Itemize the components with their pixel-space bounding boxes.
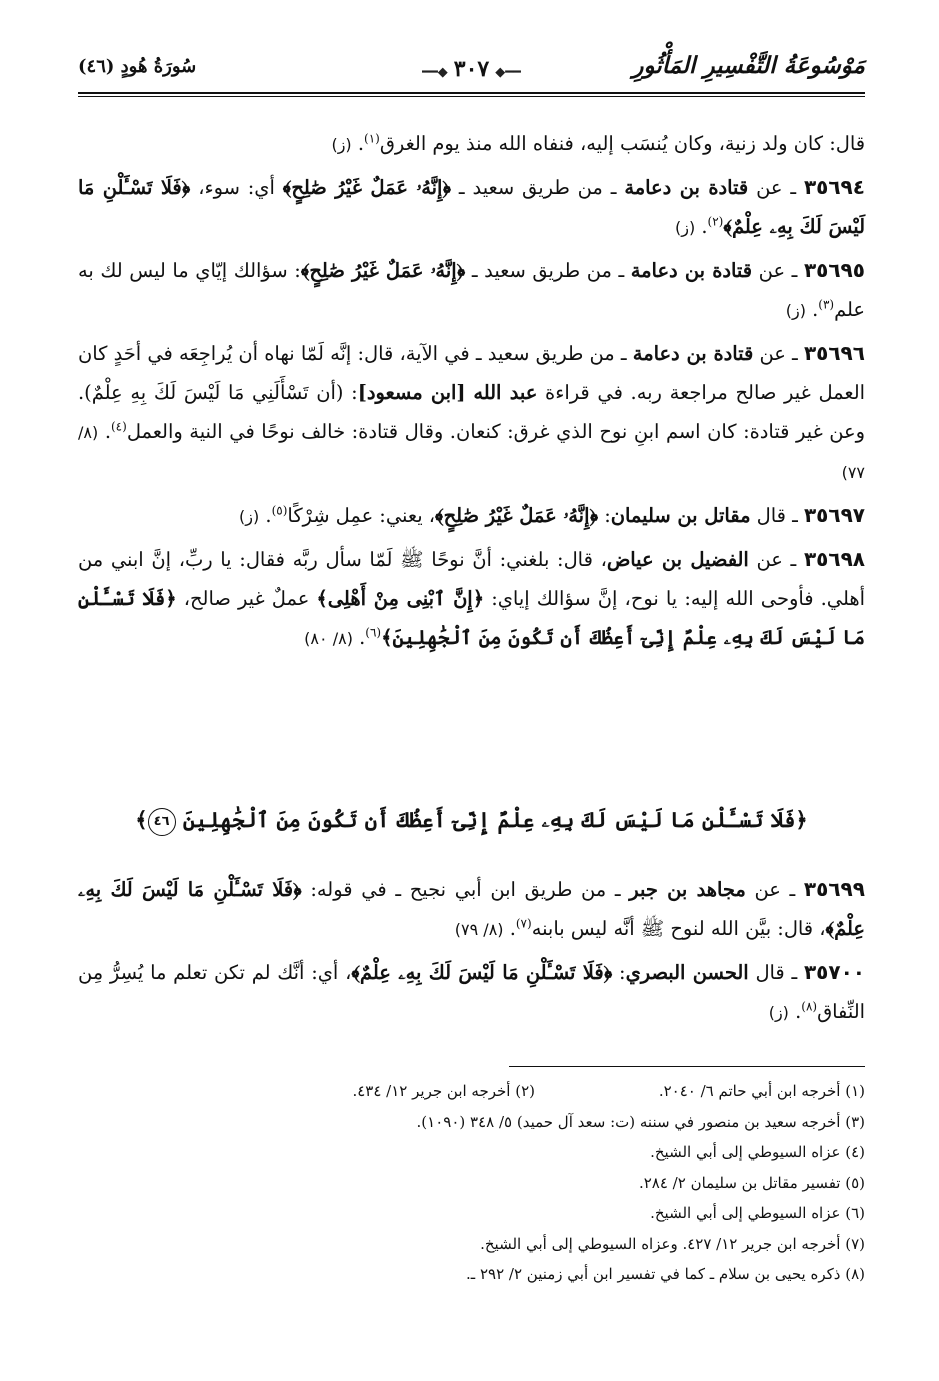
verse-text: ﴿فَلَا تَسْـَٔلْنِ مَا لَيْسَ لَكَ بِهِۦ عِلْمٌ إِنِّىٓ أَعِظُكَ أَن تَكُونَ مِنَ ٱلْجَٰهِلِينَ <box>182 807 808 832</box>
entry-paragraph <box>78 953 865 1032</box>
entry-text: ـ عن <box>748 176 804 199</box>
source-ref: (٨/ ٨٠) <box>304 629 353 648</box>
entry-text: ـ عن <box>745 878 804 901</box>
quran-quote: ﴿إِنَّهُۥ عَمَلٌ غَيْرُ صَٰلِحٍ﴾ <box>435 504 599 527</box>
entry-text: . <box>695 215 708 238</box>
source-ref: (ز) <box>331 135 352 154</box>
entry-number: ٣٥٧٠٠ <box>803 960 865 984</box>
source-ref: (ز) <box>239 507 260 526</box>
entry-text: : سؤالك إيّاي ما ليس لك به علم <box>78 259 865 321</box>
entry-text: ـ من طريق سعيد ـ <box>465 259 631 282</box>
footnote-rule <box>509 1066 865 1067</box>
narrator-name: مقاتل بن سليمان <box>610 504 751 527</box>
quran-quote: ﴿فَلَا تَسْـَٔلْنِ مَا لَيْسَ لَكَ بِهِۦ عِلْمٌ﴾ <box>78 878 865 940</box>
entry-number: ٣٥٦٩٦ <box>803 341 865 365</box>
entry-number: ٣٥٦٩٤ <box>803 175 865 199</box>
footnote-ref: (٨) <box>801 999 818 1014</box>
entry-text: ، أي: أنَّك لم تكن تعلم ما يُسِرُّ مِن النِّفاق <box>78 961 865 1023</box>
entry-text: ـ من طريق ابن أبي نجيح ـ في قوله: <box>301 878 630 901</box>
entry-text: : <box>598 504 611 527</box>
ornament-left-icon: ◆━━ <box>422 65 448 80</box>
footnote-8: (٨) ذكره يحيى بن سلام ـ كما في تفسير ابن أبي زمنين ٢/ ٢٩٢ ـ. <box>466 1265 865 1283</box>
footnote-ref: (٣) <box>818 297 835 312</box>
entry-paragraph <box>78 124 865 164</box>
quran-quote: ﴿فَلَا تَسْـَٔلْنِ مَا لَيْسَ لَكَ بِهِۦ عِلْمٌ﴾ <box>78 176 865 238</box>
body-text-top <box>78 124 865 662</box>
verse-number-icon: ٤٦ <box>148 808 176 836</box>
header-rule <box>78 92 865 94</box>
running-header <box>78 52 865 98</box>
entry-text: : <box>612 961 626 984</box>
entry-text: أي: سوء، <box>190 176 283 199</box>
entry-text: ـ من طريق سعيد ـ <box>451 176 625 199</box>
entry-text: . <box>503 917 516 940</box>
entry-text: ـ عن <box>748 548 804 571</box>
narrator-name: قتادة بن دعامة <box>632 342 754 365</box>
narrator-name: عبد الله <box>473 381 538 404</box>
page-number-block <box>416 56 527 82</box>
source-ref: (٨/ ٧٩) <box>454 920 504 939</box>
entry-paragraph <box>78 870 865 949</box>
footnote-6: (٦) عزاه السيوطي إلى أبي الشيخ. <box>650 1204 865 1222</box>
narrator-name: مجاهد بن جبر <box>629 878 746 901</box>
entry-text: ـ قال <box>748 961 804 984</box>
entry-paragraph <box>78 540 865 658</box>
footnote-ref: (٧) <box>515 916 532 931</box>
book-title: مَوْسُوعَةُ التَّفْسِيرِ المَأْثُورِ <box>632 52 865 79</box>
footnotes <box>78 1076 865 1290</box>
footnote-ref: (٦) <box>365 625 382 640</box>
footnote-1: (١) أخرجه ابن أبي حاتم ٦/ ٢٠٤٠. <box>658 1082 865 1100</box>
entry-number: ٣٥٦٩٥ <box>803 258 865 282</box>
footnote-ref: (١) <box>364 131 380 146</box>
entry-text: قال: كان ولد زنية، وكان يُنسَب إليه، فنفاه الله منذ يوم الغرق <box>379 132 865 155</box>
bracket-insert: [ابن مسعود] <box>357 381 466 404</box>
entry-text: ـ عن <box>752 259 804 282</box>
entry-text: ـ عن <box>753 342 804 365</box>
entry-text: . <box>352 626 366 649</box>
verse-heading <box>78 800 865 840</box>
entry-text: ـ من طريق سعيد ـ في الآية، قال: إنَّه لَمّا نهاه أن يُراجِعَه في أحَدٍ كان العمل غير صالح مراجعة ربه. في قراءة <box>78 342 865 404</box>
entry-text: . <box>351 132 364 155</box>
entry-paragraph <box>78 168 865 247</box>
footnote-3: (٣) أخرجه سعيد بن منصور في سننه (ت: سعد آل حميد) ٥/ ٣٤٨ (١٠٩٠). <box>416 1112 865 1131</box>
source-ref: (٨/ ٧٧) <box>78 423 865 482</box>
footnote-2: (٢) أخرجه ابن جرير ١٢/ ٤٣٤. <box>352 1082 535 1100</box>
body-text-bottom <box>78 870 865 1036</box>
entry-text: ، قال: بيَّن الله لنوح ﷺ أنَّه ليس بابنه <box>531 917 826 940</box>
entry-text: . <box>259 504 272 527</box>
entry-text: ـ قال <box>750 504 804 527</box>
source-ref: (ز) <box>674 218 696 237</box>
footnote-ref: (٢) <box>707 214 724 229</box>
footnote-ref: (٤) <box>110 419 127 434</box>
quran-quote: ﴿إِنَّهُۥ عَمَلٌ غَيْرُ صَٰلِحٍ﴾ <box>282 176 452 199</box>
header-rule-thin <box>78 96 865 97</box>
footnote-5: (٥) تفسير مقاتل بن سليمان ٢/ ٢٨٤. <box>638 1173 865 1192</box>
page-number: ٣٠٧ <box>453 56 490 82</box>
entry-paragraph <box>78 251 865 330</box>
narrator-name: الحسن البصري <box>625 961 749 984</box>
footnote-7: (٧) أخرجه ابن جرير ١٢/ ٤٢٧. وعزاه السيوطي إلى أبي الشيخ. <box>480 1234 865 1253</box>
sura-label: سُورَةُ هُودٍ (٤٦) <box>78 56 197 77</box>
quran-quote: ﴿فَلَا تَسْـَٔلْنِ مَا لَيْسَ لَكَ بِهِۦ عِلْمٌ﴾ <box>351 961 613 984</box>
entry-text: . <box>98 420 111 443</box>
entry-paragraph <box>78 496 865 536</box>
verse-close: ﴾ <box>135 807 148 832</box>
footnote-4: (٤) عزاه السيوطي إلى أبي الشيخ. <box>650 1143 865 1161</box>
entry-text: . <box>788 1000 802 1023</box>
entry-text: : (أن تَسْأَلَنِي مَا لَيْسَ لَكَ بِهِ عِلْمٌ). وعن غير قتادة: كان اسم ابنِ نوح الذي غرق: كنعان. وقال قتادة: خالف نوحًا في النية والعمل <box>78 381 865 443</box>
quran-quote: ﴿إِنَّهُۥ عَمَلٌ غَيْرُ صَٰلِحٍ﴾ <box>300 259 466 282</box>
narrator-name: الفضيل بن عياض <box>606 548 749 571</box>
quran-quote: ﴿فَلَا تَسْـَٔلْنِ مَا لَيْسَ لَكَ بِهِۦ عِلْمٌ إِنِّىٓ أَعِظُكَ أَن تَكُونَ مِنَ ٱلْجَٰهِلِينَ﴾ <box>78 587 865 649</box>
entry-text: ، يعني: عمِل شِرْكًا <box>287 504 436 527</box>
entry-number: ٣٥٦٩٧ <box>803 503 865 527</box>
source-ref: (ز) <box>785 301 806 320</box>
footnote-row <box>78 1076 865 1107</box>
entry-number: ٣٥٦٩٩ <box>803 877 865 901</box>
entry-text: ، قال: بلغني: أنَّ نوحًا ﷺ لَمّا سأل ربَّه فقال: يا ربِّ، إنَّ ابني من أهلي. فأوحى الله إليه: يا نوح، إنَّ سؤالك إياي: <box>78 548 865 610</box>
footnote-ref: (٥) <box>271 503 288 518</box>
ornament-right-icon: ━━◆ <box>495 65 521 80</box>
narrator-name: قتادة بن دعامة <box>624 176 749 199</box>
entry-number: ٣٥٦٩٨ <box>803 547 865 571</box>
source-ref: (ز) <box>768 1003 789 1022</box>
entry-text: عملٌ غير صالح، <box>176 587 317 610</box>
entry-paragraph <box>78 334 865 492</box>
entry-text: . <box>805 298 819 321</box>
narrator-name: قتادة بن دعامة <box>630 259 753 282</box>
quran-quote: ﴿إِنَّ ٱبْنِى مِنْ أَهْلِى﴾ <box>316 587 485 610</box>
